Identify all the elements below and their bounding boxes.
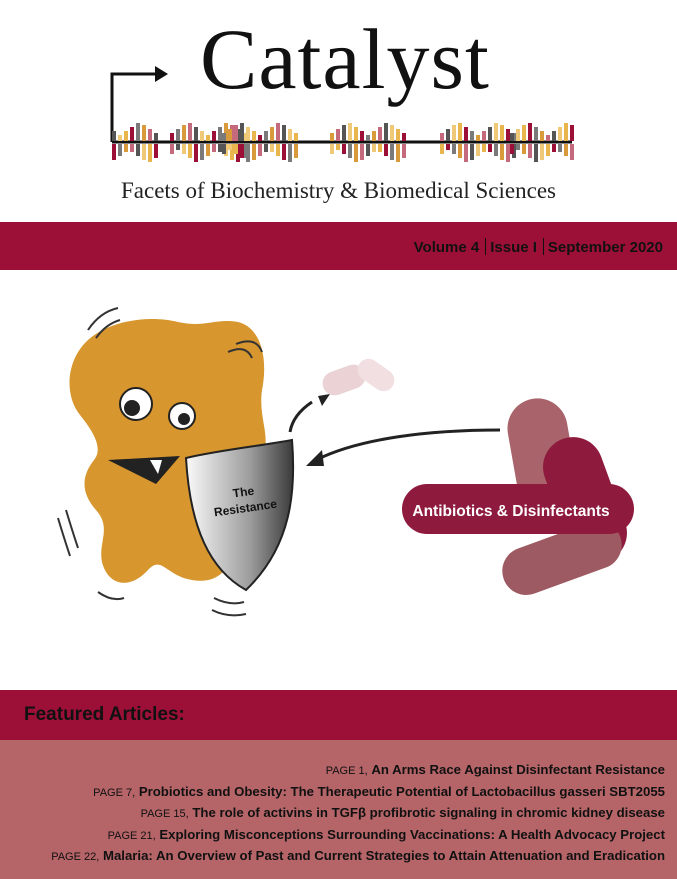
dna-bar	[494, 144, 498, 156]
dna-bar	[154, 133, 158, 141]
dna-bar	[258, 135, 262, 141]
dna-bar	[458, 144, 462, 158]
dna-bar	[564, 144, 568, 156]
dna-bar	[258, 144, 262, 156]
article-list-panel	[0, 740, 677, 879]
dna-bar	[540, 131, 544, 141]
date-label: September 2020	[547, 239, 663, 256]
dna-bar	[200, 144, 204, 160]
dna-bar	[270, 127, 274, 141]
dna-bar	[342, 144, 346, 154]
dna-bar	[366, 144, 370, 156]
dna-bar	[360, 131, 364, 141]
dna-bar	[500, 144, 504, 160]
dna-bar	[264, 131, 268, 141]
dna-bar	[246, 127, 250, 141]
dna-bar	[336, 144, 340, 150]
dna-bar	[288, 129, 292, 141]
dna-bar	[494, 123, 498, 141]
dna-bar	[402, 144, 406, 158]
dna-bar	[234, 144, 238, 154]
dna-bar	[294, 144, 298, 158]
dna-bar	[354, 127, 358, 141]
featured-band	[0, 690, 677, 740]
dna-bar	[148, 144, 152, 162]
dna-bar	[506, 129, 510, 141]
dna-bar	[212, 144, 216, 152]
cover-illustration	[0, 270, 677, 690]
dna-bar	[452, 125, 456, 141]
article-title: Probiotics and Obesity: The Therapeutic Potential of Lactobacillus gasseri SBT2055	[138, 783, 665, 799]
dna-bar	[212, 131, 216, 141]
dna-bar	[112, 144, 116, 160]
article-item	[5, 846, 665, 868]
article-item	[5, 760, 665, 782]
dna-bar	[170, 133, 174, 141]
dna-bar	[378, 127, 382, 141]
shield-label: Resistance	[213, 496, 278, 520]
dna-bar	[182, 144, 186, 154]
dna-bar	[366, 135, 370, 141]
dna-bar	[546, 144, 550, 156]
dna-bar	[222, 144, 226, 154]
dna-bar	[446, 144, 450, 150]
dna-bar	[476, 144, 480, 156]
dna-bar	[378, 144, 382, 152]
dna-bar	[570, 125, 574, 141]
dna-bar	[136, 123, 140, 141]
article-page: PAGE 1,	[325, 765, 368, 777]
dna-bar	[148, 129, 152, 141]
dna-bar	[228, 129, 232, 141]
dna-bar	[270, 144, 274, 152]
article-page: PAGE 21,	[107, 829, 156, 842]
dna-bar	[372, 144, 376, 152]
featured-heading: Featured Articles:	[24, 704, 185, 725]
dna-bar	[470, 144, 474, 160]
dna-bar	[276, 144, 280, 156]
article-list	[5, 760, 665, 868]
dna-bar	[194, 127, 198, 141]
dna-bar	[452, 144, 456, 154]
dna-bar	[390, 144, 394, 160]
dna-bar	[564, 123, 568, 141]
dna-bar	[534, 127, 538, 141]
dna-bar	[252, 131, 256, 141]
dna-bar	[130, 127, 134, 141]
dna-bar	[470, 131, 474, 141]
dna-bar	[464, 144, 468, 162]
article-item	[5, 782, 665, 804]
article-page: PAGE 7,	[93, 786, 136, 799]
dna-bar	[348, 144, 352, 158]
dna-bar	[558, 127, 562, 141]
dna-bar	[182, 125, 186, 141]
dna-bar	[142, 144, 146, 160]
dna-bar	[348, 123, 352, 141]
dna-bar	[222, 133, 226, 141]
dna-bar	[246, 144, 250, 162]
capsule-group-icon	[402, 394, 635, 602]
dna-bar	[170, 144, 174, 154]
dna-bar	[276, 123, 280, 141]
dna-bar	[440, 144, 444, 154]
dna-bar	[130, 144, 134, 152]
issue-band	[0, 222, 677, 270]
dna-bar	[464, 127, 468, 141]
separator	[543, 238, 544, 255]
dna-bar	[534, 144, 538, 162]
dna-bar	[194, 144, 198, 162]
dna-bar	[342, 125, 346, 141]
dna-bar	[482, 144, 486, 152]
dna-bar	[522, 125, 526, 141]
dna-bar	[206, 135, 210, 141]
article-title: An Arms Race Against Disinfectant Resistance	[371, 762, 665, 777]
dna-bar	[234, 125, 238, 141]
dna-bar	[176, 144, 180, 150]
dna-bar	[142, 125, 146, 141]
faded-pill-icon	[319, 355, 398, 399]
article-item	[5, 803, 665, 825]
dna-bar	[510, 133, 514, 141]
dna-bar	[112, 131, 116, 141]
volume-label: Volume 4	[413, 239, 480, 256]
dna-bar	[558, 144, 562, 152]
arrow-head-icon	[155, 66, 168, 82]
dna-bar	[188, 144, 192, 158]
dna-bar	[516, 129, 520, 141]
dna-bar	[154, 144, 158, 158]
dna-bar	[218, 127, 222, 141]
article-item	[5, 825, 665, 847]
dna-bar	[336, 129, 340, 141]
issue-info	[414, 238, 663, 256]
dna-bar	[188, 123, 192, 141]
dna-bar	[118, 144, 122, 156]
journal-subtitle: Facets of Biochemistry & Biomedical Sciences	[121, 178, 556, 203]
dna-bar	[528, 123, 532, 141]
dna-bar	[546, 135, 550, 141]
dna-bar	[200, 131, 204, 141]
article-page: PAGE 22,	[51, 851, 100, 863]
arrow-head-icon	[306, 450, 324, 466]
dna-bar	[396, 144, 400, 162]
article-title: The role of activins in TGFβ profibrotic signaling in chromic kidney disease	[192, 805, 665, 820]
dna-bar	[330, 133, 334, 141]
dna-bar	[506, 144, 510, 162]
dna-bar	[240, 123, 244, 141]
dna-bar	[124, 131, 128, 141]
separator	[485, 238, 486, 255]
dna-bar	[528, 144, 532, 158]
dna-bar	[384, 144, 388, 156]
dna-bar	[118, 135, 122, 141]
dna-bar	[360, 144, 364, 160]
dna-bar	[500, 125, 504, 141]
dna-bar	[510, 144, 514, 154]
article-page: PAGE 15,	[140, 808, 189, 820]
dna-bar	[288, 144, 292, 162]
article-title: Malaria: An Overview of Past and Current Strategies to Attain Attenuation and Eradication	[102, 848, 665, 863]
masthead	[0, 0, 677, 222]
dna-bar	[176, 129, 180, 141]
dna-bar	[540, 144, 544, 160]
dna-bar	[264, 144, 268, 152]
shield-label: The	[231, 483, 255, 501]
dna-bar	[330, 144, 334, 154]
dna-bar	[476, 135, 480, 141]
dna-bar	[136, 144, 140, 156]
dna-bar	[458, 123, 462, 141]
dna-bar	[396, 129, 400, 141]
dna-bar	[282, 125, 286, 141]
dna-bar	[488, 144, 492, 152]
dna-bar	[552, 144, 556, 152]
dna-bar	[570, 144, 574, 160]
dna-bar	[240, 144, 244, 158]
dna-bar	[124, 144, 128, 152]
dna-bar	[282, 144, 286, 160]
dna-bar	[482, 131, 486, 141]
dna-bar	[402, 133, 406, 141]
arrow-head-icon	[318, 394, 330, 406]
illustration-svg	[0, 270, 677, 690]
dna-bar	[206, 144, 210, 156]
dna-bar	[228, 144, 232, 150]
dna-bar	[522, 144, 526, 154]
dna-bar	[446, 129, 450, 141]
capsule-label: Antibiotics & Disinfectants	[412, 503, 610, 520]
dna-bar	[390, 125, 394, 141]
journal-title: Catalyst	[200, 11, 490, 107]
dna-bar	[294, 133, 298, 141]
dna-bar	[488, 127, 492, 141]
dna-bar	[252, 144, 256, 160]
dna-bar	[440, 133, 444, 141]
dna-bar	[354, 144, 358, 162]
dna-bar	[552, 131, 556, 141]
article-title: Exploring Misconceptions Surrounding Vaccinations: A Health Advocacy Project	[159, 826, 665, 842]
dna-bar	[218, 144, 222, 152]
dna-bar	[372, 131, 376, 141]
dna-bar	[384, 123, 388, 141]
issue-label: Issue I	[490, 239, 537, 256]
dna-bar	[516, 144, 520, 150]
